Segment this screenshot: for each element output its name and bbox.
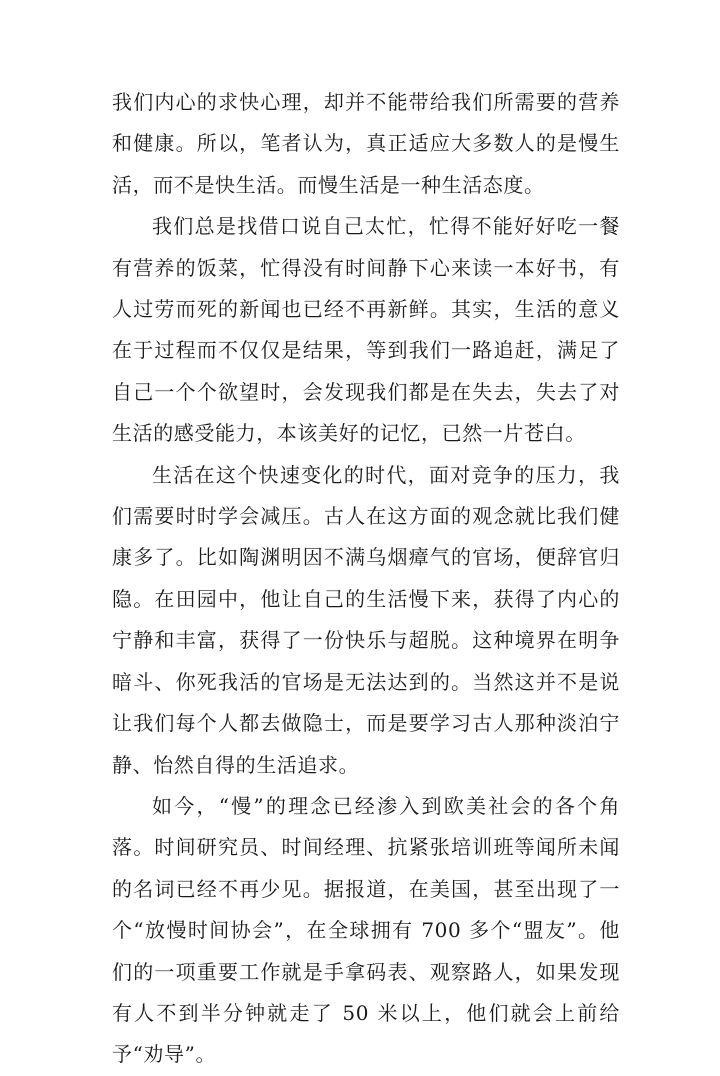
paragraph-2: 我们总是找借口说自己太忙，忙得不能好好吃一餐有营养的饭菜，忙得没有时间静下心来读一本好书，有人过劳而死的新闻也已经不再新鲜。其实，生活的意义在于过程而不仅仅是结果，等到我们一路追赶，满足了自己一个个欲望时，会发现我们都是在失去，失去了对生活的感受能力，本该美好的记忆，已然一片苍白。 (112, 214, 620, 446)
paragraph-3: 生活在这个快速变化的时代，面对竞争的压力，我们需要时时学会减压。古人在这方面的观念就比我们健康多了。比如陶渊明因不满乌烟瘴气的官场，便辞官归隐。在田园中，他让自己的生活慢下来，获得了内心的宁静和丰富，获得了一份快乐与超脱。这种境界在明争暗斗、你死我活的官场是无法达到的。当然这并不是说让我们每个人都去做隐士，而是要学习古人那种淡泊宁静、怡然自得的生活追求。 (112, 462, 620, 777)
paragraph-1: 我们内心的求快心理，却并不能带给我们所需要的营养和健康。所以，笔者认为，真正适应大多数人的是慢生活，而不是快生活。而慢生活是一种生活态度。 (112, 90, 620, 197)
paragraph-4: 如今，“慢”的理念已经渗入到欧美社会的各个角落。时间研究员、时间经理、抗紧张培训班等闻所未闻的名词已经不再少见。据报道，在美国，甚至出现了一个“放慢时间协会”，在全球拥有 700 多个“盟友”。他们的一项重要工作就是手拿码表、观察路人，如果发现有人不到半分钟就走了 50 米以上，他们就会上前给予“劝导”。 (112, 793, 620, 1067)
document-body (112, 82, 620, 1076)
